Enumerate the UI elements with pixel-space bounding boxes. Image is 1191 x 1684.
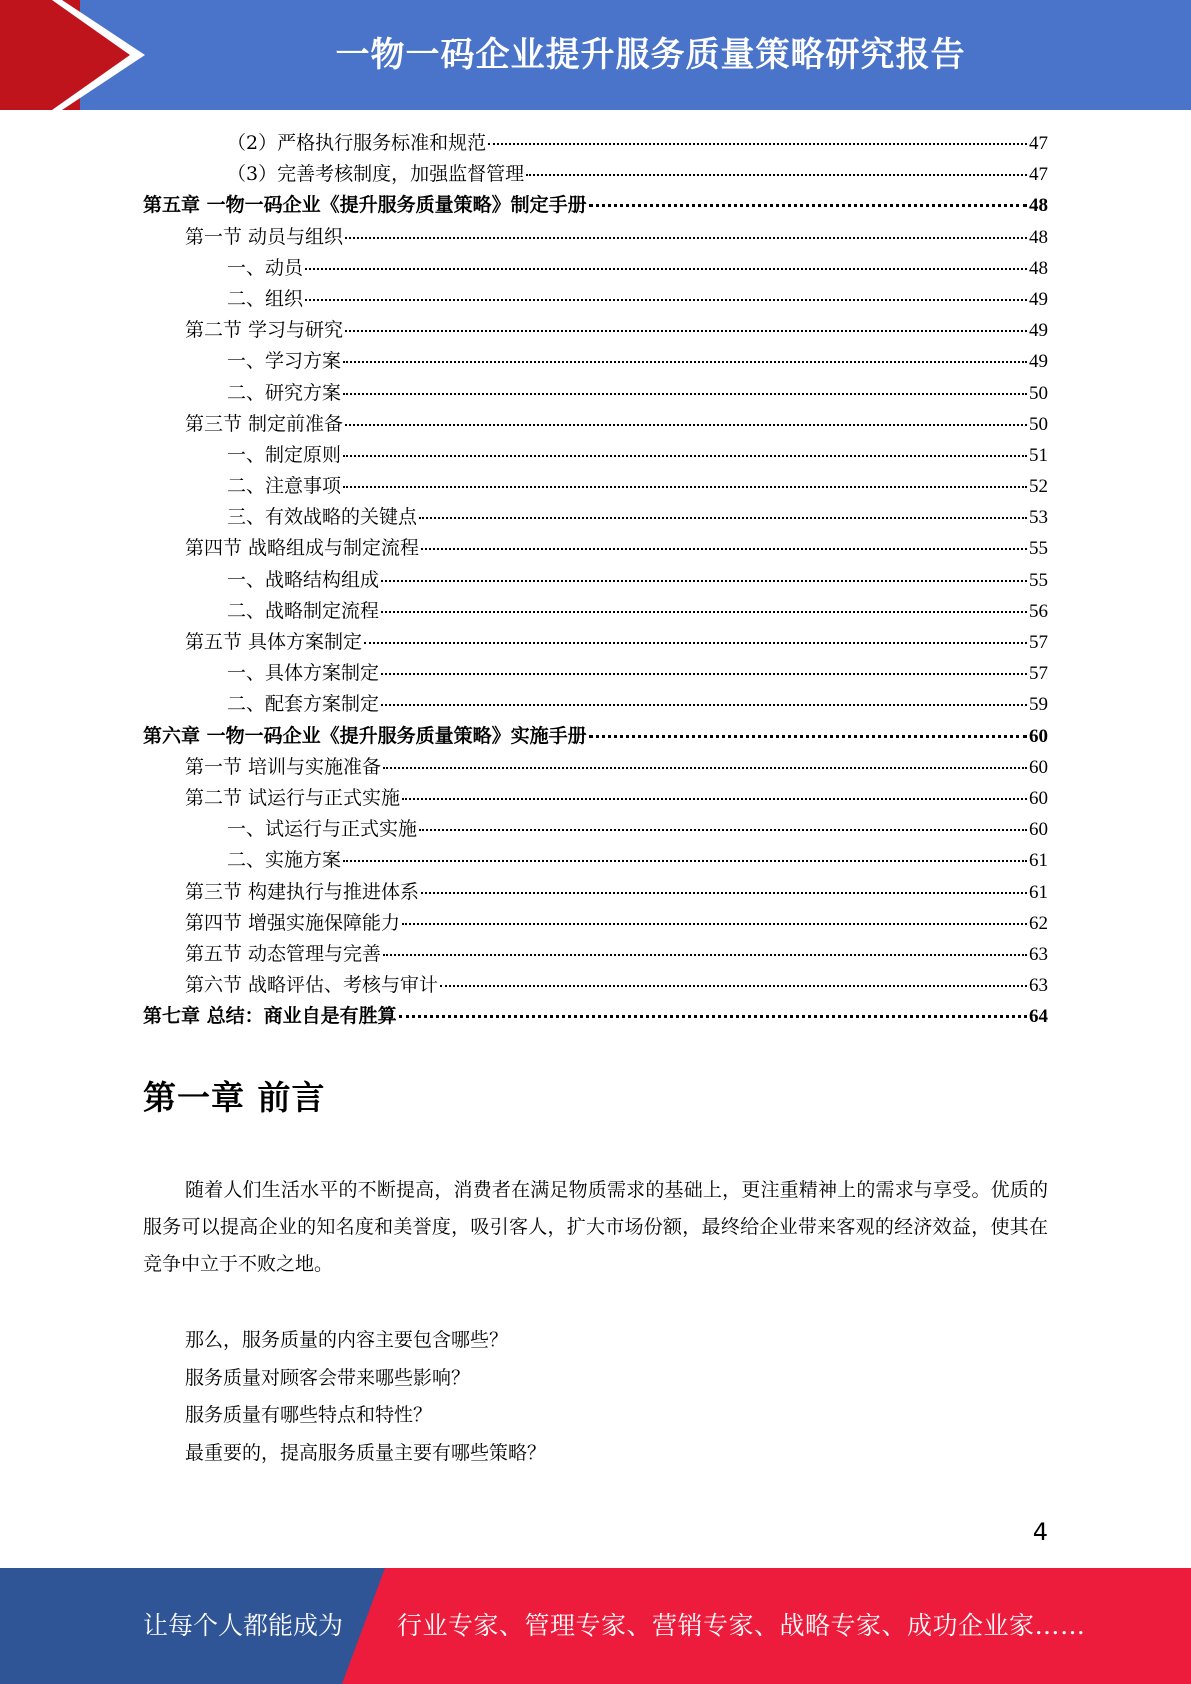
toc-entry[interactable] (143, 128, 1048, 159)
toc-dot-leader (381, 611, 1027, 613)
toc-dot-leader (419, 829, 1027, 831)
toc-entry-label: 二、实施方案 (227, 849, 342, 872)
toc-entry-page: 61 (1029, 850, 1048, 872)
toc-entry[interactable] (143, 752, 1048, 783)
toc-entry[interactable] (143, 346, 1048, 377)
header-chevron-icon (0, 0, 155, 110)
toc-entry-page: 57 (1029, 632, 1048, 653)
toc-entry-page: 48 (1029, 257, 1048, 279)
toc-entry-page: 49 (1029, 288, 1048, 310)
toc-entry-page: 50 (1029, 382, 1048, 404)
toc-entry[interactable] (143, 222, 1048, 253)
toc-entry-label: （3）完善考核制度，加强监督管理 (227, 163, 525, 186)
toc-entry[interactable] (143, 970, 1048, 1001)
toc-entry-page: 63 (1029, 975, 1048, 997)
question-item: 服务质量对顾客会带来哪些影响？ (185, 1366, 471, 1389)
toc-entry-label: 第一节 培训与实施准备 (185, 755, 382, 778)
toc-entry-page: 64 (1029, 1006, 1048, 1028)
toc-entry[interactable] (143, 315, 1048, 346)
toc-dot-leader (421, 548, 1027, 550)
toc-entry-page: 52 (1029, 476, 1048, 498)
toc-entry-label: 二、注意事项 (227, 475, 342, 498)
toc-entry-page: 48 (1029, 226, 1048, 248)
toc-entry[interactable] (143, 1001, 1048, 1032)
toc-entry-page: 51 (1029, 444, 1048, 466)
toc-dot-leader (399, 1015, 1027, 1018)
toc-entry[interactable] (143, 471, 1048, 502)
toc-dot-leader (402, 798, 1027, 800)
toc-entry-label: （2）严格执行服务标准和规范 (227, 132, 487, 154)
toc-entry-page: 53 (1029, 507, 1048, 529)
toc-entry-page: 60 (1029, 725, 1048, 747)
toc-entry[interactable] (143, 689, 1048, 720)
toc-entry-label: 第五节 具体方案制定 (185, 631, 363, 653)
toc-entry-page: 55 (1029, 538, 1048, 560)
toc-entry-label: 一、学习方案 (227, 350, 342, 373)
page-number: 4 (1032, 1518, 1048, 1546)
toc-dot-leader (364, 642, 1027, 644)
toc-dot-leader (589, 735, 1027, 738)
toc-dot-leader (305, 268, 1027, 270)
toc-entry[interactable] (143, 284, 1048, 315)
toc-entry-label: 二、战略制定流程 (227, 599, 380, 622)
toc-dot-leader (440, 985, 1027, 987)
toc-entry[interactable] (143, 253, 1048, 284)
toc-entry-label: 二、研究方案 (227, 381, 342, 404)
toc-dot-leader (381, 673, 1027, 675)
toc-entry-label: 第二节 试运行与正式实施 (185, 786, 401, 809)
question-item: 最重要的，提高服务质量主要有哪些策略？ (185, 1441, 547, 1464)
toc-entry-label: 第四节 战略组成与制定流程 (185, 537, 420, 560)
toc-entry[interactable] (143, 378, 1048, 409)
toc-entry[interactable] (143, 190, 1048, 221)
toc-entry[interactable] (143, 502, 1048, 533)
toc-entry-page: 60 (1029, 787, 1048, 809)
toc-entry-page: 47 (1029, 133, 1048, 154)
toc-entry[interactable] (143, 533, 1048, 564)
toc-dot-leader (402, 923, 1027, 925)
toc-entry-label: 第四节 增强实施保障能力 (185, 911, 401, 934)
toc-entry[interactable] (143, 627, 1048, 658)
toc-dot-leader (383, 767, 1027, 769)
toc-entry-page: 48 (1029, 195, 1048, 217)
toc-entry[interactable] (143, 877, 1048, 908)
intro-paragraph: 随着人们生活水平的不断提高，消费者在满足物质需求的基础上，更注重精神上的需求与享受。优质的服务可以提高企业的知名度和美誉度，吸引客人，扩大市场份额，最终给企业带来客观的经济效益，使其在竞争中立于不败之地。 (143, 1179, 1048, 1275)
footer-slogan-right: 行业专家、管理专家、营销专家、战略专家、成功企业家…… (397, 1611, 1086, 1640)
toc-entry-label: 第二节 学习与研究 (185, 319, 344, 342)
toc-entry[interactable] (143, 783, 1048, 814)
toc-entry-label: 第五章 一物一码企业《提升服务质量策略》制定手册 (143, 194, 587, 217)
toc-entry-label: 第三节 构建执行与推进体系 (185, 880, 420, 903)
toc-dot-leader (343, 860, 1027, 862)
table-of-contents (143, 128, 1048, 1032)
question-item: 服务质量有哪些特点和特性？ (185, 1404, 433, 1426)
toc-entry-page: 60 (1029, 819, 1048, 841)
toc-entry-page: 56 (1029, 600, 1048, 622)
toc-entry-label: 一、试运行与正式实施 (227, 818, 418, 841)
toc-dot-leader (343, 393, 1027, 395)
toc-dot-leader (383, 954, 1027, 956)
toc-entry[interactable] (143, 845, 1048, 876)
toc-dot-leader (343, 486, 1027, 488)
toc-entry[interactable] (143, 658, 1048, 689)
toc-dot-leader (343, 361, 1027, 363)
toc-dot-leader (381, 704, 1027, 706)
toc-dot-leader (345, 237, 1027, 239)
toc-entry[interactable] (143, 596, 1048, 627)
toc-entry-label: 第五节 动态管理与完善 (185, 942, 382, 965)
toc-entry-label: 二、配套方案制定 (227, 693, 380, 716)
toc-entry-label: 一、具体方案制定 (227, 662, 380, 685)
toc-dot-leader (381, 580, 1027, 582)
toc-entry-page: 49 (1029, 351, 1048, 373)
toc-dot-leader (589, 204, 1027, 207)
toc-dot-leader (419, 517, 1027, 519)
toc-entry-page: 60 (1029, 756, 1048, 778)
toc-entry-page: 61 (1029, 881, 1048, 903)
toc-dot-leader (526, 174, 1027, 176)
toc-entry-label: 二、组织 (227, 287, 304, 310)
page-footer (0, 1568, 1191, 1684)
toc-entry-label: 第七章 总结：商业自是有胜算 (143, 1005, 397, 1028)
toc-entry-label: 第一节 动员与组织 (185, 225, 344, 248)
toc-entry-page: 62 (1029, 912, 1048, 934)
toc-entry-label: 一、战略结构组成 (227, 568, 380, 591)
toc-entry-label: 第六章 一物一码企业《提升服务质量策略》实施手册 (143, 724, 587, 747)
toc-entry-label: 一、动员 (227, 256, 304, 279)
toc-entry[interactable] (143, 159, 1048, 190)
toc-entry-page: 55 (1029, 569, 1048, 591)
toc-entry-label: 第三节 制定前准备 (185, 412, 344, 435)
toc-entry-page: 47 (1029, 164, 1048, 186)
toc-entry[interactable] (143, 721, 1048, 752)
toc-entry[interactable] (143, 908, 1048, 939)
toc-dot-leader (305, 299, 1027, 301)
toc-entry[interactable] (143, 440, 1048, 471)
toc-dot-leader (345, 330, 1027, 332)
toc-dot-leader (343, 455, 1027, 457)
header-title: 一物一码企业提升服务质量策略研究报告 (335, 35, 966, 75)
footer-slogan-left: 让每个人都能成为 (143, 1611, 344, 1640)
toc-dot-leader (488, 143, 1027, 145)
toc-entry[interactable] (143, 565, 1048, 596)
toc-dot-leader (345, 424, 1027, 426)
toc-entry-label: 一、制定原则 (227, 443, 342, 466)
question-item: 那么，服务质量的内容主要包含哪些？ (185, 1329, 509, 1351)
toc-entry-label: 三、有效战略的关键点 (227, 506, 418, 529)
question-list (185, 1322, 546, 1472)
chapter-title: 第一章 前言 (143, 1078, 326, 1117)
toc-entry-page: 63 (1029, 943, 1048, 965)
toc-entry-page: 49 (1029, 320, 1048, 342)
page-header (0, 0, 1191, 110)
toc-entry-label: 第六节 战略评估、考核与审计 (185, 974, 439, 997)
toc-entry[interactable] (143, 939, 1048, 970)
toc-entry[interactable] (143, 409, 1048, 440)
toc-entry-page: 50 (1029, 413, 1048, 435)
toc-entry[interactable] (143, 814, 1048, 845)
toc-entry-page: 57 (1029, 663, 1048, 685)
toc-entry-page: 59 (1029, 694, 1048, 716)
toc-dot-leader (421, 892, 1027, 894)
